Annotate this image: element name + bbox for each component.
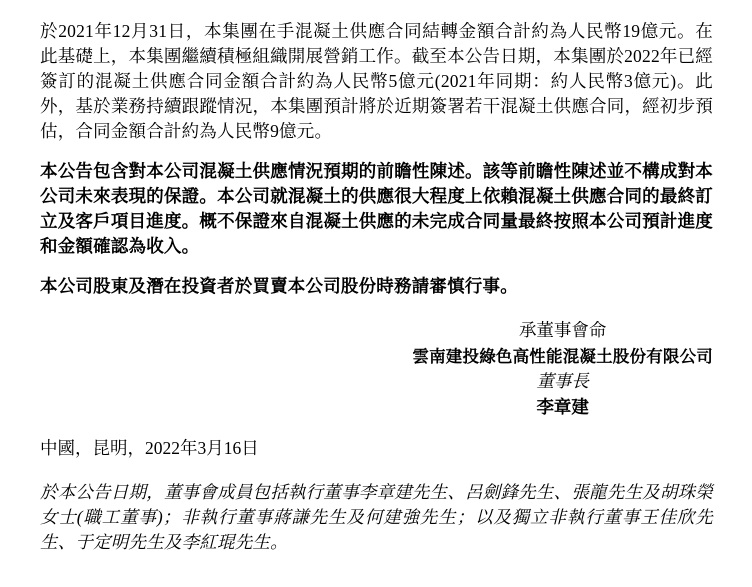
dateline: 中國，昆明，2022年3月16日 [40, 438, 259, 458]
board-composition-note: 於本公告日期，董事會成員包括執行董事李章建先生、呂劍鋒先生、張龍先生及胡珠榮女士(職工董事)；非執行董事蔣謙先生及何建強先生；以及獨立非執行董事王佳欣先生、于定明先生及李紅琨先生。 [40, 482, 713, 552]
company-name: 雲南建投綠色高性能混凝土股份有限公司 [412, 346, 713, 366]
paragraph-contract-update: 於2021年12月31日，本集團在手混凝土供應合同結轉金額合計約為人民幣19億元。在此基礎上，本集團繼續積極組織開展營銷工作。截至本公告日期，本集團於2022年已經簽訂的混凝土供應合同金額合計約為人民幣5億元(2021年同期：約人民幣3億元)。此外，基於業務持續跟蹤情況，本集團預計將於近期簽署若干混凝土供應合同，經初步預估，合同金額合計約為人民幣9億元。 [40, 21, 713, 141]
by-order-of-board-line: 承董事會命 [518, 320, 607, 340]
paragraph-shareholder-caution: 本公司股東及潛在投資者於買賣本公司股份時務請審慎行事。 [40, 276, 518, 296]
chairman-title: 董事長 [536, 371, 589, 391]
paragraph-forward-looking-statement: 本公告包含對本公司混凝土供應情況預期的前瞻性陳述。該等前瞻性陳述並不構成對本公司未來表現的保證。本公司就混凝土的供應很大程度上依賴混凝土供應合同的最終訂立及客戶項目進度。概不保證來自混凝土供應的未完成合同量最終按照本公司預計進度和金額確認為收入。 [40, 161, 713, 256]
chairman-name: 李章建 [536, 396, 589, 417]
signature-block [412, 318, 713, 420]
